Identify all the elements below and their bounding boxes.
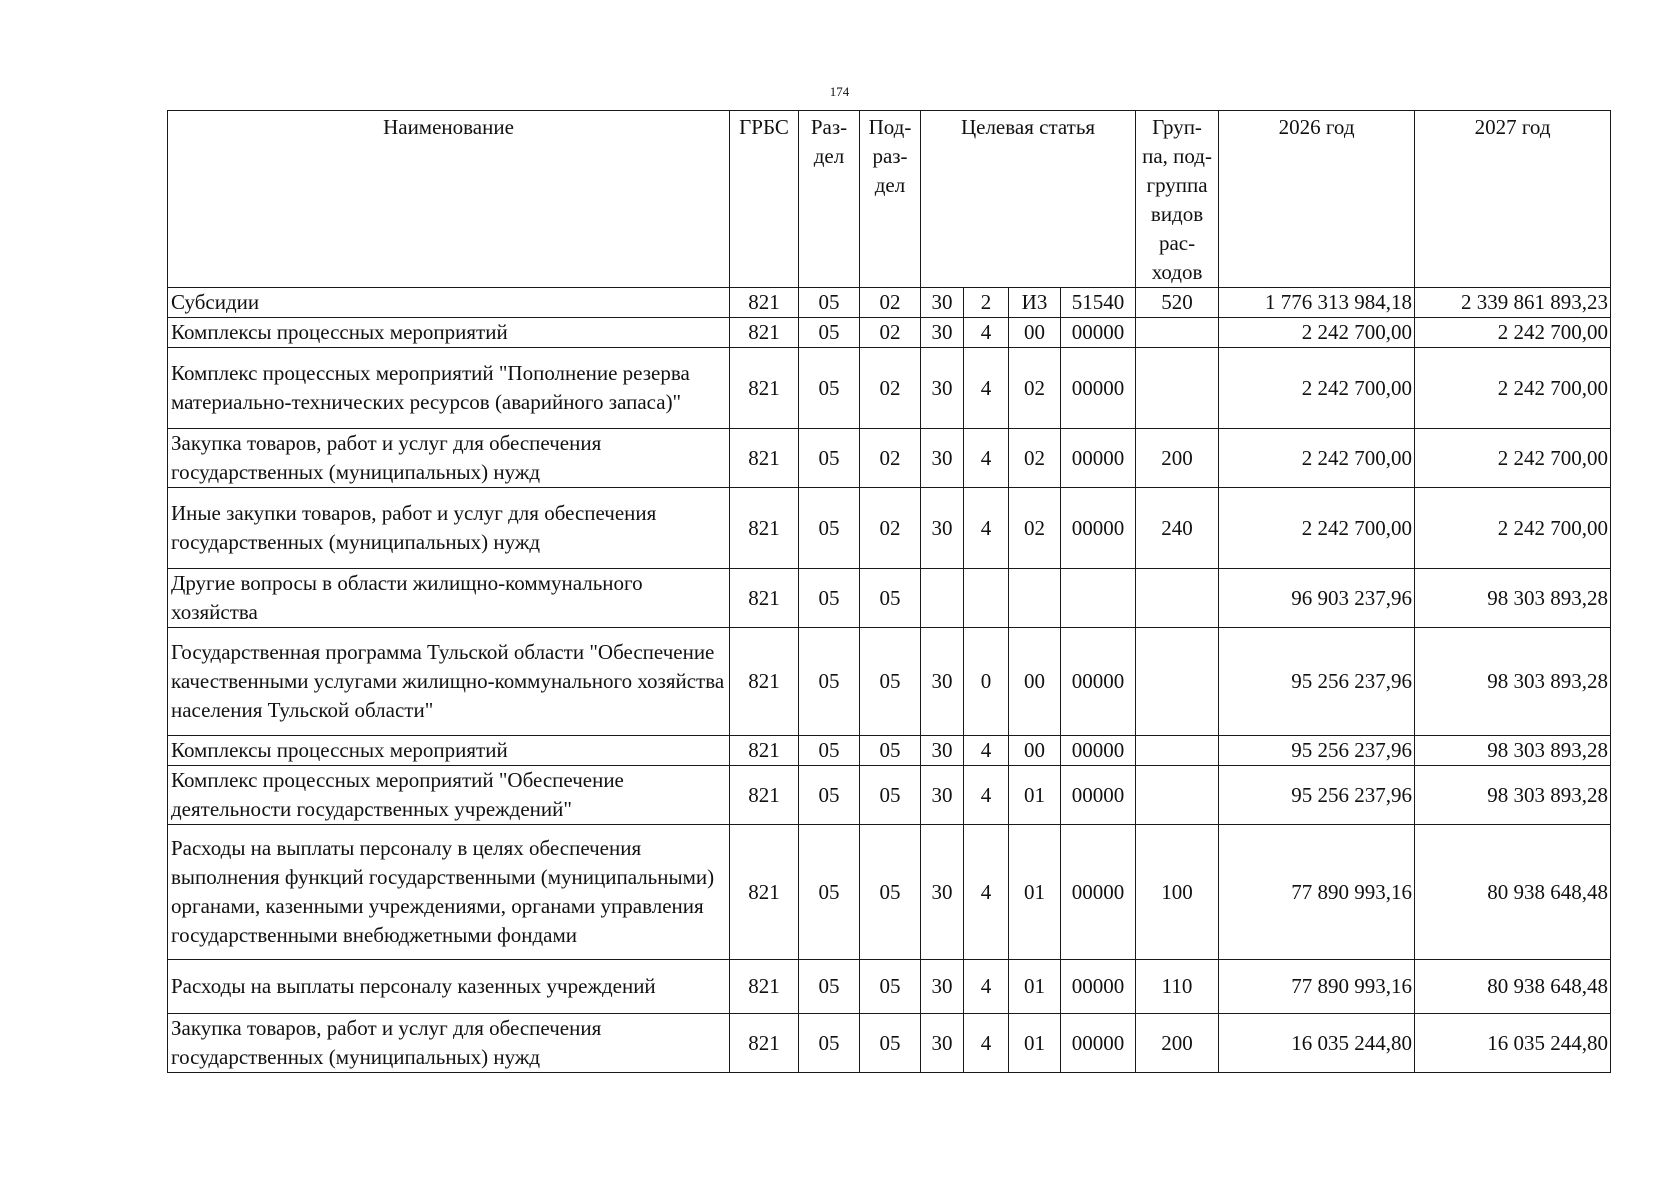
cell-target-direction: 00000 — [1061, 1014, 1136, 1073]
cell-expense-group: 200 — [1136, 1014, 1219, 1073]
cell-target-program: 30 — [921, 288, 964, 318]
cell-podrazdel: 05 — [860, 628, 921, 736]
cell-expense-group — [1136, 569, 1219, 628]
cell-razdel: 05 — [799, 429, 860, 488]
cell-name: Государственная программа Тульской области "Обеспечение качественными услугами жилищно-коммунального хозяйства населения Тульской области" — [168, 628, 730, 736]
table-row — [168, 1014, 1611, 1073]
cell-expense-group — [1136, 766, 1219, 825]
cell-target-direction: 00000 — [1061, 628, 1136, 736]
cell-amount-2027: 98 303 893,28 — [1415, 569, 1611, 628]
cell-grbs: 821 — [730, 825, 799, 960]
cell-podrazdel: 05 — [860, 736, 921, 766]
cell-grbs: 821 — [730, 569, 799, 628]
cell-name: Расходы на выплаты персоналу казенных учреждений — [168, 960, 730, 1014]
table-header-row — [168, 111, 1611, 288]
cell-target-direction — [1061, 569, 1136, 628]
table-row — [168, 488, 1611, 569]
cell-target-element: 00 — [1009, 318, 1061, 348]
cell-target-direction: 00000 — [1061, 766, 1136, 825]
header-podrazdel: Под- раз- дел — [860, 111, 921, 288]
cell-target-program — [921, 569, 964, 628]
cell-target-program: 30 — [921, 348, 964, 429]
cell-razdel: 05 — [799, 288, 860, 318]
table-row — [168, 736, 1611, 766]
cell-amount-2027: 2 242 700,00 — [1415, 348, 1611, 429]
cell-expense-group: 200 — [1136, 429, 1219, 488]
cell-target-type: 0 — [964, 628, 1009, 736]
cell-podrazdel: 05 — [860, 569, 921, 628]
cell-razdel: 05 — [799, 628, 860, 736]
cell-amount-2027: 98 303 893,28 — [1415, 766, 1611, 825]
cell-target-program: 30 — [921, 825, 964, 960]
table-row — [168, 569, 1611, 628]
cell-amount-2027: 98 303 893,28 — [1415, 736, 1611, 766]
cell-amount-2026: 96 903 237,96 — [1219, 569, 1415, 628]
cell-amount-2027: 2 242 700,00 — [1415, 318, 1611, 348]
cell-amount-2027: 2 339 861 893,23 — [1415, 288, 1611, 318]
cell-razdel: 05 — [799, 736, 860, 766]
cell-grbs: 821 — [730, 766, 799, 825]
cell-name: Комплексы процессных мероприятий — [168, 318, 730, 348]
cell-expense-group — [1136, 736, 1219, 766]
cell-target-program: 30 — [921, 766, 964, 825]
cell-razdel: 05 — [799, 569, 860, 628]
cell-amount-2026: 95 256 237,96 — [1219, 736, 1415, 766]
cell-target-program: 30 — [921, 488, 964, 569]
cell-grbs: 821 — [730, 736, 799, 766]
cell-podrazdel: 02 — [860, 318, 921, 348]
cell-expense-group — [1136, 628, 1219, 736]
cell-target-element — [1009, 569, 1061, 628]
budget-table — [167, 110, 1611, 1073]
cell-name: Другие вопросы в области жилищно-коммунального хозяйства — [168, 569, 730, 628]
table-row — [168, 429, 1611, 488]
cell-razdel: 05 — [799, 1014, 860, 1073]
cell-name: Закупка товаров, работ и услуг для обеспечения государственных (муниципальных) нужд — [168, 429, 730, 488]
table-row — [168, 628, 1611, 736]
page-number: 174 — [829, 84, 850, 99]
cell-target-type: 4 — [964, 318, 1009, 348]
cell-amount-2026: 77 890 993,16 — [1219, 825, 1415, 960]
cell-grbs: 821 — [730, 628, 799, 736]
cell-target-element: 00 — [1009, 736, 1061, 766]
cell-amount-2026: 95 256 237,96 — [1219, 628, 1415, 736]
cell-razdel: 05 — [799, 348, 860, 429]
cell-grbs: 821 — [730, 348, 799, 429]
cell-target-element: И3 — [1009, 288, 1061, 318]
table-row — [168, 825, 1611, 960]
cell-target-type: 4 — [964, 960, 1009, 1014]
table-body — [168, 288, 1611, 1073]
cell-podrazdel: 05 — [860, 960, 921, 1014]
cell-target-program: 30 — [921, 1014, 964, 1073]
cell-amount-2026: 16 035 244,80 — [1219, 1014, 1415, 1073]
cell-target-type: 4 — [964, 736, 1009, 766]
header-name: Наименование — [168, 111, 730, 288]
cell-amount-2027: 98 303 893,28 — [1415, 628, 1611, 736]
cell-target-program: 30 — [921, 628, 964, 736]
cell-name: Комплекс процессных мероприятий "Обеспечение деятельности государственных учреждений" — [168, 766, 730, 825]
cell-target-element: 01 — [1009, 1014, 1061, 1073]
cell-name: Комплексы процессных мероприятий — [168, 736, 730, 766]
cell-target-program: 30 — [921, 318, 964, 348]
cell-razdel: 05 — [799, 318, 860, 348]
cell-expense-group: 100 — [1136, 825, 1219, 960]
cell-target-type: 4 — [964, 348, 1009, 429]
cell-expense-group — [1136, 318, 1219, 348]
cell-target-program: 30 — [921, 429, 964, 488]
cell-target-element: 02 — [1009, 429, 1061, 488]
cell-target-type: 4 — [964, 429, 1009, 488]
cell-target-direction: 00000 — [1061, 429, 1136, 488]
cell-podrazdel: 05 — [860, 766, 921, 825]
cell-target-type: 4 — [964, 825, 1009, 960]
cell-target-program: 30 — [921, 960, 964, 1014]
cell-amount-2027: 80 938 648,48 — [1415, 960, 1611, 1014]
table-row — [168, 348, 1611, 429]
cell-podrazdel: 05 — [860, 1014, 921, 1073]
cell-podrazdel: 02 — [860, 429, 921, 488]
cell-podrazdel: 05 — [860, 825, 921, 960]
cell-target-element: 00 — [1009, 628, 1061, 736]
cell-target-program: 30 — [921, 736, 964, 766]
cell-amount-2026: 2 242 700,00 — [1219, 318, 1415, 348]
cell-target-direction: 00000 — [1061, 960, 1136, 1014]
cell-amount-2027: 2 242 700,00 — [1415, 488, 1611, 569]
cell-amount-2026: 77 890 993,16 — [1219, 960, 1415, 1014]
cell-amount-2026: 2 242 700,00 — [1219, 488, 1415, 569]
cell-target-direction: 00000 — [1061, 488, 1136, 569]
cell-amount-2026: 1 776 313 984,18 — [1219, 288, 1415, 318]
cell-target-element: 01 — [1009, 766, 1061, 825]
cell-grbs: 821 — [730, 318, 799, 348]
cell-expense-group: 240 — [1136, 488, 1219, 569]
cell-target-element: 01 — [1009, 825, 1061, 960]
table-row — [168, 288, 1611, 318]
table-row — [168, 766, 1611, 825]
header-razdel: Раз- дел — [799, 111, 860, 288]
cell-name: Расходы на выплаты персоналу в целях обеспечения выполнения функций государственными (муниципальными) органами, казенными учреждениями, органами управления государственными внебюджетными фондами — [168, 825, 730, 960]
cell-grbs: 821 — [730, 429, 799, 488]
table-row — [168, 318, 1611, 348]
cell-target-type: 4 — [964, 1014, 1009, 1073]
cell-amount-2027: 80 938 648,48 — [1415, 825, 1611, 960]
table-row — [168, 960, 1611, 1014]
cell-amount-2026: 2 242 700,00 — [1219, 429, 1415, 488]
cell-amount-2026: 2 242 700,00 — [1219, 348, 1415, 429]
cell-podrazdel: 02 — [860, 488, 921, 569]
header-grbs: ГРБС — [730, 111, 799, 288]
cell-target-direction: 00000 — [1061, 736, 1136, 766]
cell-target-direction: 51540 — [1061, 288, 1136, 318]
cell-razdel: 05 — [799, 488, 860, 569]
cell-grbs: 821 — [730, 288, 799, 318]
cell-podrazdel: 02 — [860, 348, 921, 429]
cell-target-direction: 00000 — [1061, 348, 1136, 429]
cell-grbs: 821 — [730, 488, 799, 569]
cell-expense-group: 110 — [1136, 960, 1219, 1014]
cell-target-element: 01 — [1009, 960, 1061, 1014]
cell-razdel: 05 — [799, 766, 860, 825]
cell-razdel: 05 — [799, 960, 860, 1014]
cell-amount-2027: 2 242 700,00 — [1415, 429, 1611, 488]
cell-name: Закупка товаров, работ и услуг для обеспечения государственных (муниципальных) нужд — [168, 1014, 730, 1073]
cell-target-element: 02 — [1009, 488, 1061, 569]
cell-podrazdel: 02 — [860, 288, 921, 318]
header-expense-group: Груп- па, под- группа видов рас- ходов — [1136, 111, 1219, 288]
cell-target-type: 2 — [964, 288, 1009, 318]
cell-target-direction: 00000 — [1061, 318, 1136, 348]
cell-amount-2027: 16 035 244,80 — [1415, 1014, 1611, 1073]
cell-target-element: 02 — [1009, 348, 1061, 429]
cell-grbs: 821 — [730, 960, 799, 1014]
cell-expense-group: 520 — [1136, 288, 1219, 318]
cell-target-type: 4 — [964, 488, 1009, 569]
cell-name: Комплекс процессных мероприятий "Пополнение резерва материально-технических ресурсов (аварийного запаса)" — [168, 348, 730, 429]
header-target-article: Целевая статья — [921, 111, 1136, 288]
cell-name: Иные закупки товаров, работ и услуг для обеспечения государственных (муниципальных) нужд — [168, 488, 730, 569]
cell-amount-2026: 95 256 237,96 — [1219, 766, 1415, 825]
cell-name: Субсидии — [168, 288, 730, 318]
header-year-2026: 2026 год — [1219, 111, 1415, 288]
cell-target-direction: 00000 — [1061, 825, 1136, 960]
cell-razdel: 05 — [799, 825, 860, 960]
cell-target-type: 4 — [964, 766, 1009, 825]
cell-expense-group — [1136, 348, 1219, 429]
cell-target-type — [964, 569, 1009, 628]
cell-grbs: 821 — [730, 1014, 799, 1073]
header-year-2027: 2027 год — [1415, 111, 1611, 288]
